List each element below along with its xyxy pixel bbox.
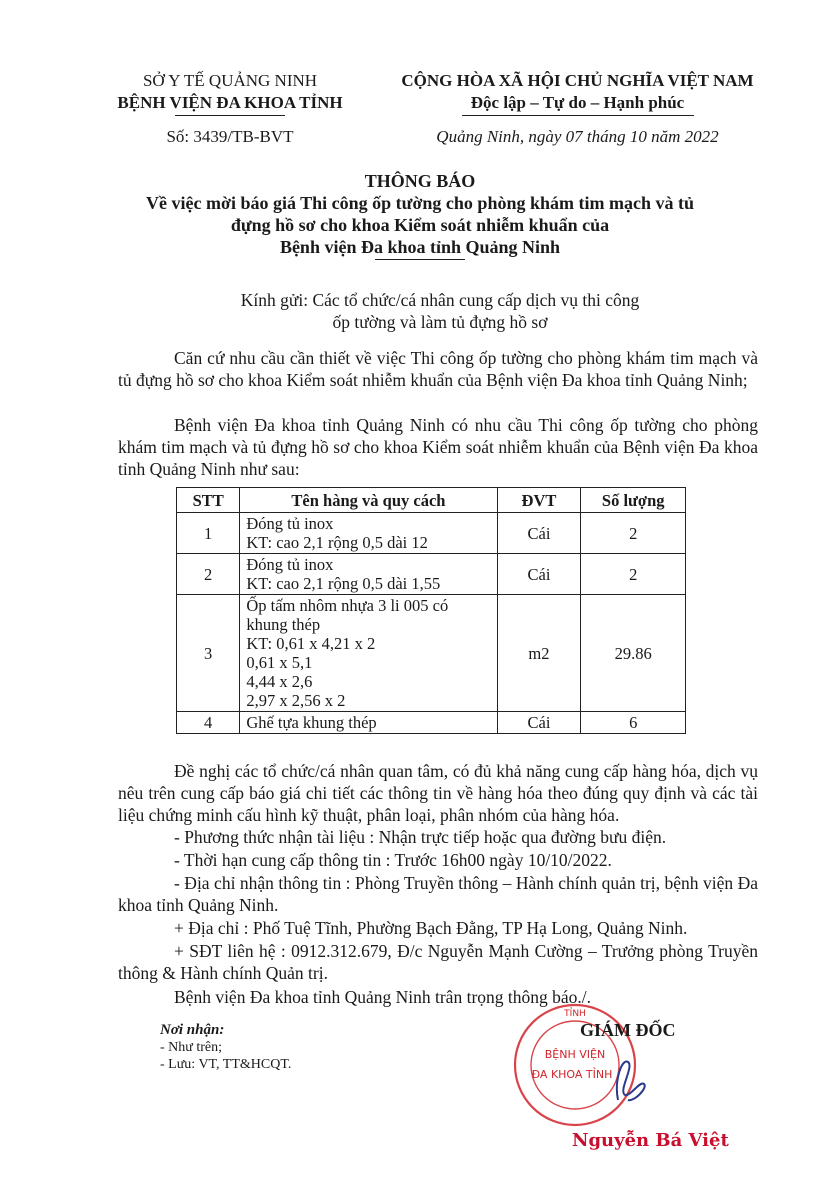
- item-line: Ghế tựa khung thép: [246, 713, 377, 732]
- item-line: 4,44 x 2,6: [246, 672, 313, 691]
- item-line: 0,61 x 5,1: [246, 653, 313, 672]
- item-line: KT: 0,61 x 4,21 x 2: [246, 634, 376, 653]
- cell-item-name: [240, 595, 497, 712]
- recipients-label: Nơi nhận:: [160, 1022, 225, 1038]
- item-line: KT: cao 2,1 rộng 0,5 dài 1,55: [246, 574, 441, 593]
- notice-subject-2: đựng hồ sơ cho khoa Kiểm soát nhiễm khuẩn của: [230, 215, 610, 235]
- receive-place-line: - Địa chỉ nhận thông tin : Phòng Truyền thông – Hành chính quản trị, bệnh viện Đa khoa tỉnh Quảng Ninh.: [118, 873, 758, 915]
- item-line: khung thép: [246, 615, 321, 634]
- title-underline: [375, 259, 465, 260]
- cell-quantity: 2: [581, 554, 686, 595]
- signer-title: GIÁM ĐỐC: [580, 1020, 676, 1040]
- header-item-name: Tên hàng và quy cách: [240, 488, 497, 513]
- cell-stt: 3: [177, 595, 240, 712]
- item-line: 2,97 x 2,56 x 2: [246, 691, 346, 710]
- recipient-item: - Như trên;: [160, 1040, 223, 1055]
- signer-name: Nguyễn Bá Việt: [572, 1130, 729, 1151]
- notice-title: [120, 170, 720, 260]
- notice-subject-1: Về việc mời báo giá Thi công ốp tường cho phòng khám tim mạch và tủ: [146, 193, 694, 213]
- cell-quantity: 29.86: [581, 595, 686, 712]
- address-line: + Địa chỉ : Phố Tuệ Tĩnh, Phường Bạch Đằng, TP Hạ Long, Quảng Ninh.: [174, 918, 688, 938]
- stamp-line-1: BỆNH VIỆN: [544, 1048, 606, 1061]
- issuer-name: BỆNH VIỆN ĐA KHOA TỈNH: [117, 93, 343, 112]
- cell-unit: Cái: [497, 712, 581, 734]
- intro-paragraph-1: [118, 347, 758, 391]
- header-unit: ĐVT: [497, 488, 581, 513]
- closing-line: Bệnh viện Đa khoa tỉnh Quảng Ninh trân trọng thông báo./.: [174, 987, 592, 1007]
- cell-stt: 1: [177, 513, 240, 554]
- item-line: Đóng tủ inox: [246, 514, 334, 533]
- addressee-line-1: Kính gửi: Các tổ chức/cá nhân cung cấp dịch vụ thi công: [240, 290, 640, 310]
- deadline-line: - Thời hạn cung cấp thông tin : Trước 16h00 ngày 10/10/2022.: [174, 850, 612, 870]
- intro-text-1: Căn cứ nhu cầu cần thiết về việc Thi công ốp tường cho phòng khám tim mạch và tủ đựng hồ sơ cho khoa Kiểm soát nhiễm khuẩn của Bệnh viện Đa khoa tỉnh Quảng Ninh;: [118, 348, 758, 390]
- table-row: [177, 554, 686, 595]
- motto-underline: [462, 115, 694, 116]
- addressee: [150, 289, 730, 333]
- stamp-ring-text: TỈNH: [564, 1009, 586, 1019]
- table-row: [177, 712, 686, 734]
- item-line: KT: cao 2,1 rộng 0,5 dài 12: [246, 533, 428, 552]
- cell-quantity: 6: [581, 712, 686, 734]
- addressee-line-2: ốp tường và làm tủ đựng hồ sơ: [332, 312, 548, 332]
- table-header-row: [177, 488, 686, 513]
- contact-line: + SĐT liên hệ : 0912.312.679, Đ/c Nguyễn Mạnh Cường – Trưởng phòng Truyền thông & Hành chính Quản trị.: [118, 941, 758, 983]
- cell-item-name: [240, 513, 497, 554]
- document-number: Số: 3439/TB-BVT: [166, 127, 294, 146]
- item-line: Đóng tủ inox: [246, 555, 334, 574]
- cell-stt: 4: [177, 712, 240, 734]
- header-stt: STT: [177, 488, 240, 513]
- request-paragraph: [118, 760, 758, 826]
- intro-text-2: Bệnh viện Đa khoa tỉnh Quảng Ninh có nhu cầu Thi công ốp tường cho phòng khám tim mạch và tủ đựng hồ sơ cho khoa Kiểm soát nhiễm khuẩn của Bệnh viện Đa khoa tỉnh Quảng Ninh như sau:: [118, 415, 758, 479]
- recipient-item: - Lưu: VT, TT&HCQT.: [160, 1057, 292, 1072]
- intro-paragraph-2: [118, 414, 758, 480]
- national-motto: Độc lập – Tự do – Hạnh phúc: [470, 93, 685, 112]
- table-row: [177, 595, 686, 712]
- cell-quantity: 2: [581, 513, 686, 554]
- cell-item-name: [240, 554, 497, 595]
- cell-unit: m2: [497, 595, 581, 712]
- items-table: [176, 487, 686, 734]
- item-line: Ốp tấm nhôm nhựa 3 li 005 có: [246, 596, 449, 615]
- issuer-underline: [175, 115, 285, 116]
- request-text: Đề nghị các tổ chức/cá nhân quan tâm, có đủ khả năng cung cấp hàng hóa, dịch vụ nêu trên cung cấp báo giá chi tiết các thông tin về hàng hóa theo đúng quy định và các tài liệu chứng minh cấu hình kỹ thuật, phân loại, phân nhóm của hàng hóa.: [118, 761, 758, 825]
- stamp-line-2: ĐA KHOA TỈNH: [531, 1068, 613, 1081]
- national-header: [370, 70, 785, 148]
- issuer-block: [95, 70, 365, 148]
- issuer-parent: SỞ Y TẾ QUẢNG NINH: [142, 71, 318, 90]
- place-date: Quảng Ninh, ngày 07 tháng 10 năm 2022: [436, 127, 719, 146]
- header-quantity: Số lượng: [581, 488, 686, 513]
- country-name: CỘNG HÒA XÃ HỘI CHỦ NGHĨA VIỆT NAM: [401, 71, 754, 90]
- table-row: [177, 513, 686, 554]
- cell-unit: Cái: [497, 554, 581, 595]
- notice-subject-3: Bệnh viện Đa khoa tỉnh Quảng Ninh: [279, 237, 561, 257]
- cell-item-name: [240, 712, 497, 734]
- notice-heading: THÔNG BÁO: [364, 171, 476, 191]
- cell-unit: Cái: [497, 513, 581, 554]
- cell-stt: 2: [177, 554, 240, 595]
- signature-mark: [600, 1050, 660, 1110]
- method-line: - Phương thức nhận tài liệu : Nhận trực tiếp hoặc qua đường bưu điện.: [174, 827, 667, 847]
- recipients-block: [160, 1022, 291, 1073]
